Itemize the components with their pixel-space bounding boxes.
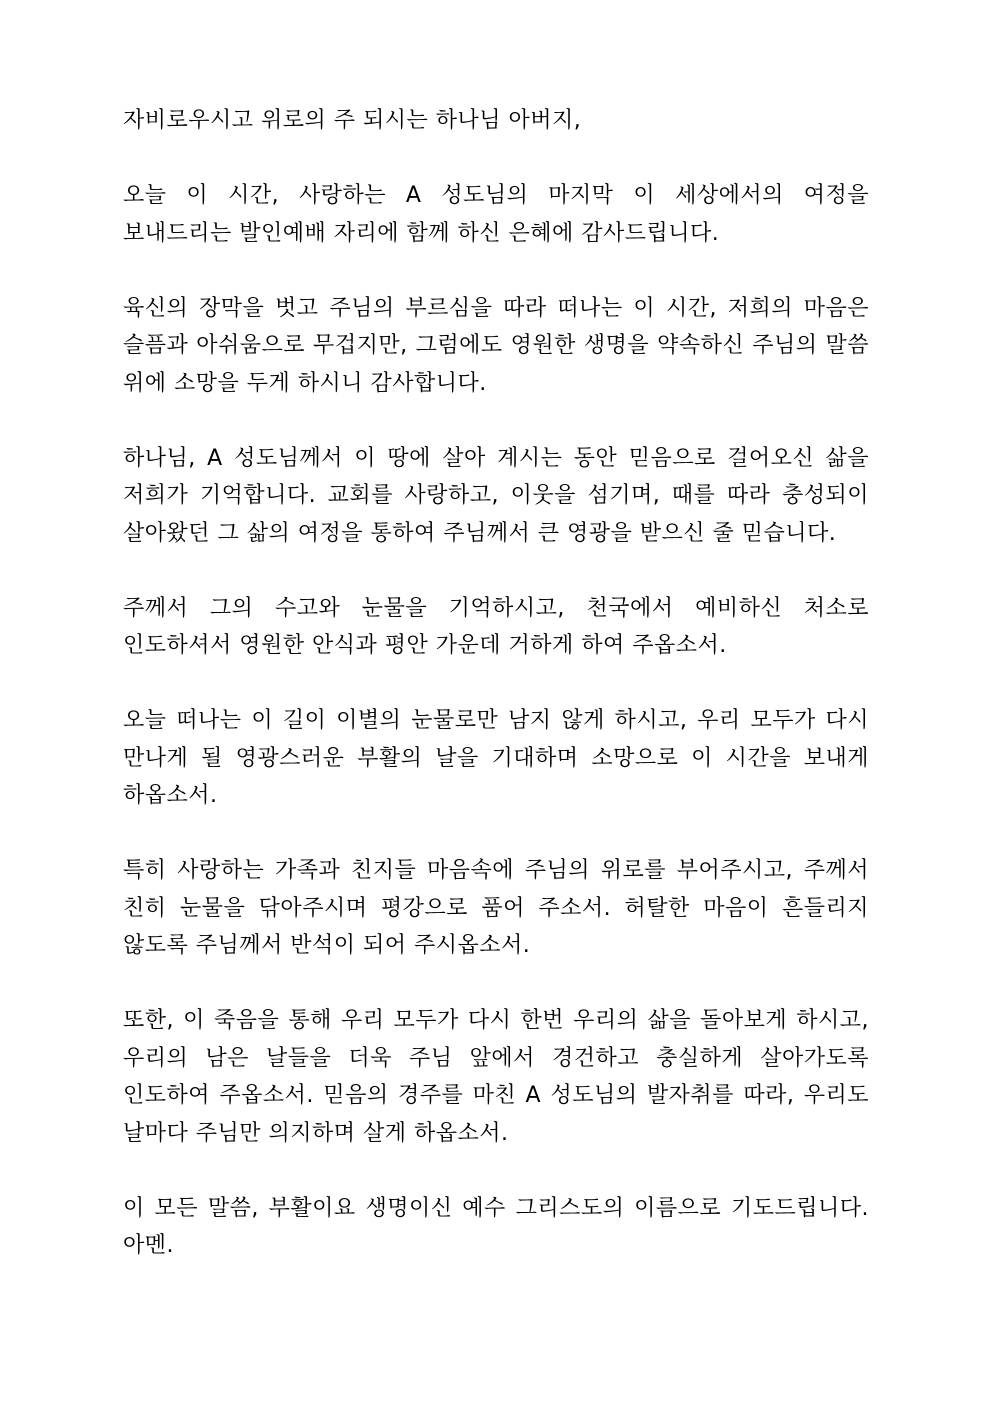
paragraph-resurrection: 오늘 떠나는 이 길이 이별의 눈물로만 남지 않게 하시고, 우리 모두가 다시 만나게 될 영광스러운 부활의 날을 기대하며 소망으로 이 시간을 보내게 하옵소서.	[123, 708, 869, 808]
paragraph-reflection: 또한, 이 죽음을 통해 우리 모두가 다시 한번 우리의 삶을 돌아보게 하시고, 우리의 남은 날들을 더욱 주님 앞에서 경건하고 충실하게 살아가도록 인도하여 주옵소서. 믿음의 경주를 마친 A 성도님의 발자취를 따라, 우리도 날마다 주님만 의지하며 살게 하옵소서.	[123, 1008, 869, 1146]
prayer-text	[123, 102, 869, 1265]
paragraph-thanks: 오늘 이 시간, 사랑하는 A 성도님의 마지막 이 세상에서의 여정을 보내드리는 발인예배 자리에 함께 하신 은혜에 감사드립니다.	[123, 183, 869, 246]
paragraph-hope: 육신의 장막을 벗고 주님의 부르심을 따라 떠나는 이 시간, 저희의 마음은 슬픔과 아쉬움으로 무겁지만, 그럼에도 영원한 생명을 약속하신 주님의 말씀 위에 소망을 두게 하시니 감사합니다.	[123, 295, 869, 396]
paragraph-comfort: 특히 사랑하는 가족과 친지들 마음속에 주님의 위로를 부어주시고, 주께서 친히 눈물을 닦아주시며 평강으로 품어 주소서. 허탈한 마음이 흔들리지 않도록 주님께서 반석이 되어 주시옵소서.	[123, 858, 869, 958]
paragraph-rest: 주께서 그의 수고와 눈물을 기억하시고, 천국에서 예비하신 처소로 인도하셔서 영원한 안식과 평안 가운데 거하게 하여 주옵소서.	[123, 595, 869, 658]
paragraph-remembrance: 하나님, A 성도님께서 이 땅에 살아 계시는 동안 믿음으로 걸어오신 삶을 저희가 기억합니다. 교회를 사랑하고, 이웃을 섬기며, 때를 따라 충성되이 살아왔던 그 삶의 여정을 통하여 주님께서 큰 영광을 받으신 줄 믿습니다.	[123, 445, 869, 546]
paragraph-opening: 자비로우시고 위로의 주 되시는 하나님 아버지,	[123, 108, 582, 133]
paragraph-closing: 이 모든 말씀, 부활이요 생명이신 예수 그리스도의 이름으로 기도드립니다. 아멘.	[123, 1195, 869, 1258]
